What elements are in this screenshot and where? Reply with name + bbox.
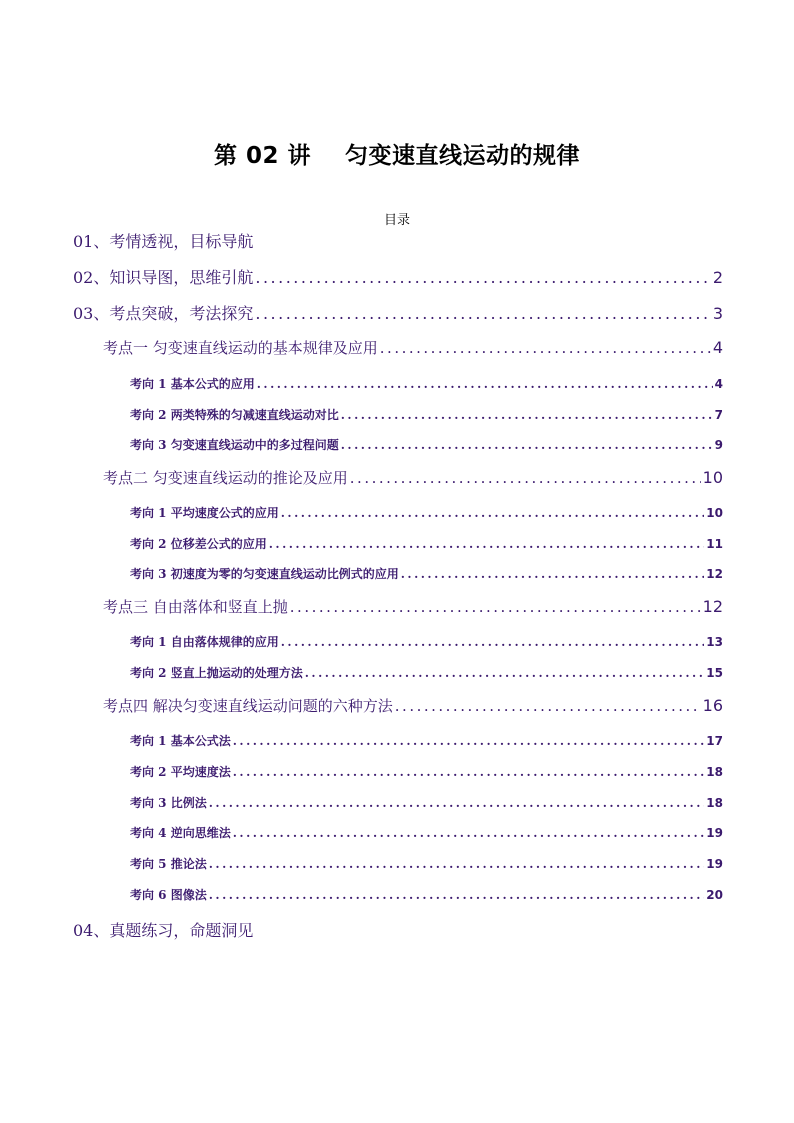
toc-leader-dots: [350, 469, 701, 487]
toc-page-number: 3: [712, 304, 723, 323]
toc-entry-subtopic[interactable]: [130, 886, 723, 904]
toc-entry-subtopic[interactable]: [130, 436, 723, 454]
toc-entry-label: 考向 5 推论法: [130, 857, 207, 871]
toc-heading: 目录: [383, 213, 410, 228]
toc-page-number: 12: [706, 567, 723, 581]
toc-leader-dots: [233, 826, 705, 840]
toc-entry-label: 考向 3 比例法: [130, 796, 207, 810]
toc-page-number: 4: [712, 338, 723, 357]
toc-page-number: 12: [702, 597, 723, 616]
toc-page-number: 15: [706, 666, 723, 680]
toc-entry-label: 考向 2 位移差公式的应用: [130, 537, 267, 551]
toc-leader-dots: [341, 408, 713, 422]
toc-leader-dots: [380, 339, 711, 357]
toc-entry-subtopic[interactable]: [130, 794, 723, 812]
toc-leader-dots: [395, 697, 701, 715]
toc-entry-label: 考向 3 匀变速直线运动中的多过程问题: [130, 438, 339, 452]
toc-page-number: 10: [702, 468, 723, 487]
toc-entry-topic-3[interactable]: [103, 596, 723, 618]
toc-leader-dots: [255, 304, 710, 323]
toc-leader-dots: [233, 765, 705, 779]
toc-entry-subtopic[interactable]: [130, 664, 723, 682]
toc-entry-section-04[interactable]: [73, 918, 723, 940]
toc-page-number: 4: [714, 377, 723, 391]
toc-leader-dots: [209, 888, 705, 902]
toc-entry-topic-1[interactable]: [103, 337, 723, 359]
toc-leader-dots: [209, 857, 705, 871]
toc-entry-subtopic[interactable]: [130, 763, 723, 781]
toc-entry-label: 考向 1 基本公式的应用: [130, 377, 255, 391]
toc-leader-dots: [305, 666, 705, 680]
toc-page-number: 17: [706, 734, 723, 748]
toc-entry-subtopic[interactable]: [130, 375, 723, 393]
toc-page-number: 10: [706, 506, 723, 520]
toc-entry-topic-4[interactable]: [103, 695, 723, 717]
toc-page-number: 19: [706, 857, 723, 871]
toc-entry-label: 02、知识导图，思维引航: [73, 268, 254, 287]
toc-entry-label: 01、考情透视，目标导航: [73, 232, 254, 251]
toc-leader-dots: [341, 438, 713, 452]
toc-page-number: 13: [706, 635, 723, 649]
toc-entry-subtopic[interactable]: [130, 855, 723, 873]
toc-entry-subtopic[interactable]: [130, 824, 723, 842]
toc-leader-dots: [281, 635, 705, 649]
toc-entry-subtopic[interactable]: [130, 732, 723, 750]
toc-entry-topic-2[interactable]: [103, 467, 723, 489]
toc-page-number: 7: [714, 408, 723, 422]
toc-page-number: 16: [702, 696, 723, 715]
toc-entry-subtopic[interactable]: [130, 504, 723, 522]
toc-page-number: 19: [706, 826, 723, 840]
toc-page-number: 11: [706, 537, 723, 551]
toc-page-number: 20: [706, 888, 723, 902]
toc-entry-label: 考向 6 图像法: [130, 888, 207, 902]
toc-leader-dots: [209, 796, 705, 810]
toc-entry-label: 考向 2 竖直上抛运动的处理方法: [130, 666, 303, 680]
toc-entry-label: 考向 2 两类特殊的匀减速直线运动对比: [130, 408, 339, 422]
toc-entry-subtopic[interactable]: [130, 633, 723, 651]
toc-entry-label: 考向 3 初速度为零的匀变速直线运动比例式的应用: [130, 567, 399, 581]
toc-entry-label: 考向 2 平均速度法: [130, 765, 231, 779]
toc-page-number: 2: [712, 268, 723, 287]
toc-leader-dots: [255, 268, 710, 287]
toc-leader-dots: [281, 506, 705, 520]
toc-entry-label: 考向 4 逆向思维法: [130, 826, 231, 840]
toc-entry-subtopic[interactable]: [130, 565, 723, 583]
toc-entry-label: 考点一 匀变速直线运动的基本规律及应用: [103, 339, 378, 357]
toc-leader-dots: [257, 377, 713, 391]
page-title: 第 02 讲 匀变速直线运动的规律: [213, 143, 581, 169]
toc-leader-dots: [269, 537, 705, 551]
toc-entry-section-01[interactable]: [73, 229, 723, 251]
toc-page-number: 9: [714, 438, 723, 452]
toc-leader-dots: [401, 567, 705, 581]
toc-entry-subtopic[interactable]: [130, 535, 723, 553]
toc-entry-label: 考点二 匀变速直线运动的推论及应用: [103, 469, 348, 487]
toc-entry-label: 考向 1 自由落体规律的应用: [130, 635, 279, 649]
toc-entry-label: 考向 1 平均速度公式的应用: [130, 506, 279, 520]
toc-entry-subtopic[interactable]: [130, 406, 723, 424]
toc-entry-section-03[interactable]: [73, 301, 723, 323]
toc-entry-section-02[interactable]: [73, 265, 723, 287]
toc-leader-dots: [233, 734, 705, 748]
toc-entry-label: 考点三 自由落体和竖直上抛: [103, 598, 288, 616]
toc-leader-dots: [290, 598, 701, 616]
toc-entry-label: 04、真题练习，命题洞见: [73, 921, 254, 940]
toc-entry-label: 03、考点突破，考法探究: [73, 304, 254, 323]
toc-entry-label: 考点四 解决匀变速直线运动问题的六种方法: [103, 697, 393, 715]
toc-entry-label: 考向 1 基本公式法: [130, 734, 231, 748]
toc-page-number: 18: [706, 796, 723, 810]
toc-page-number: 18: [706, 765, 723, 779]
